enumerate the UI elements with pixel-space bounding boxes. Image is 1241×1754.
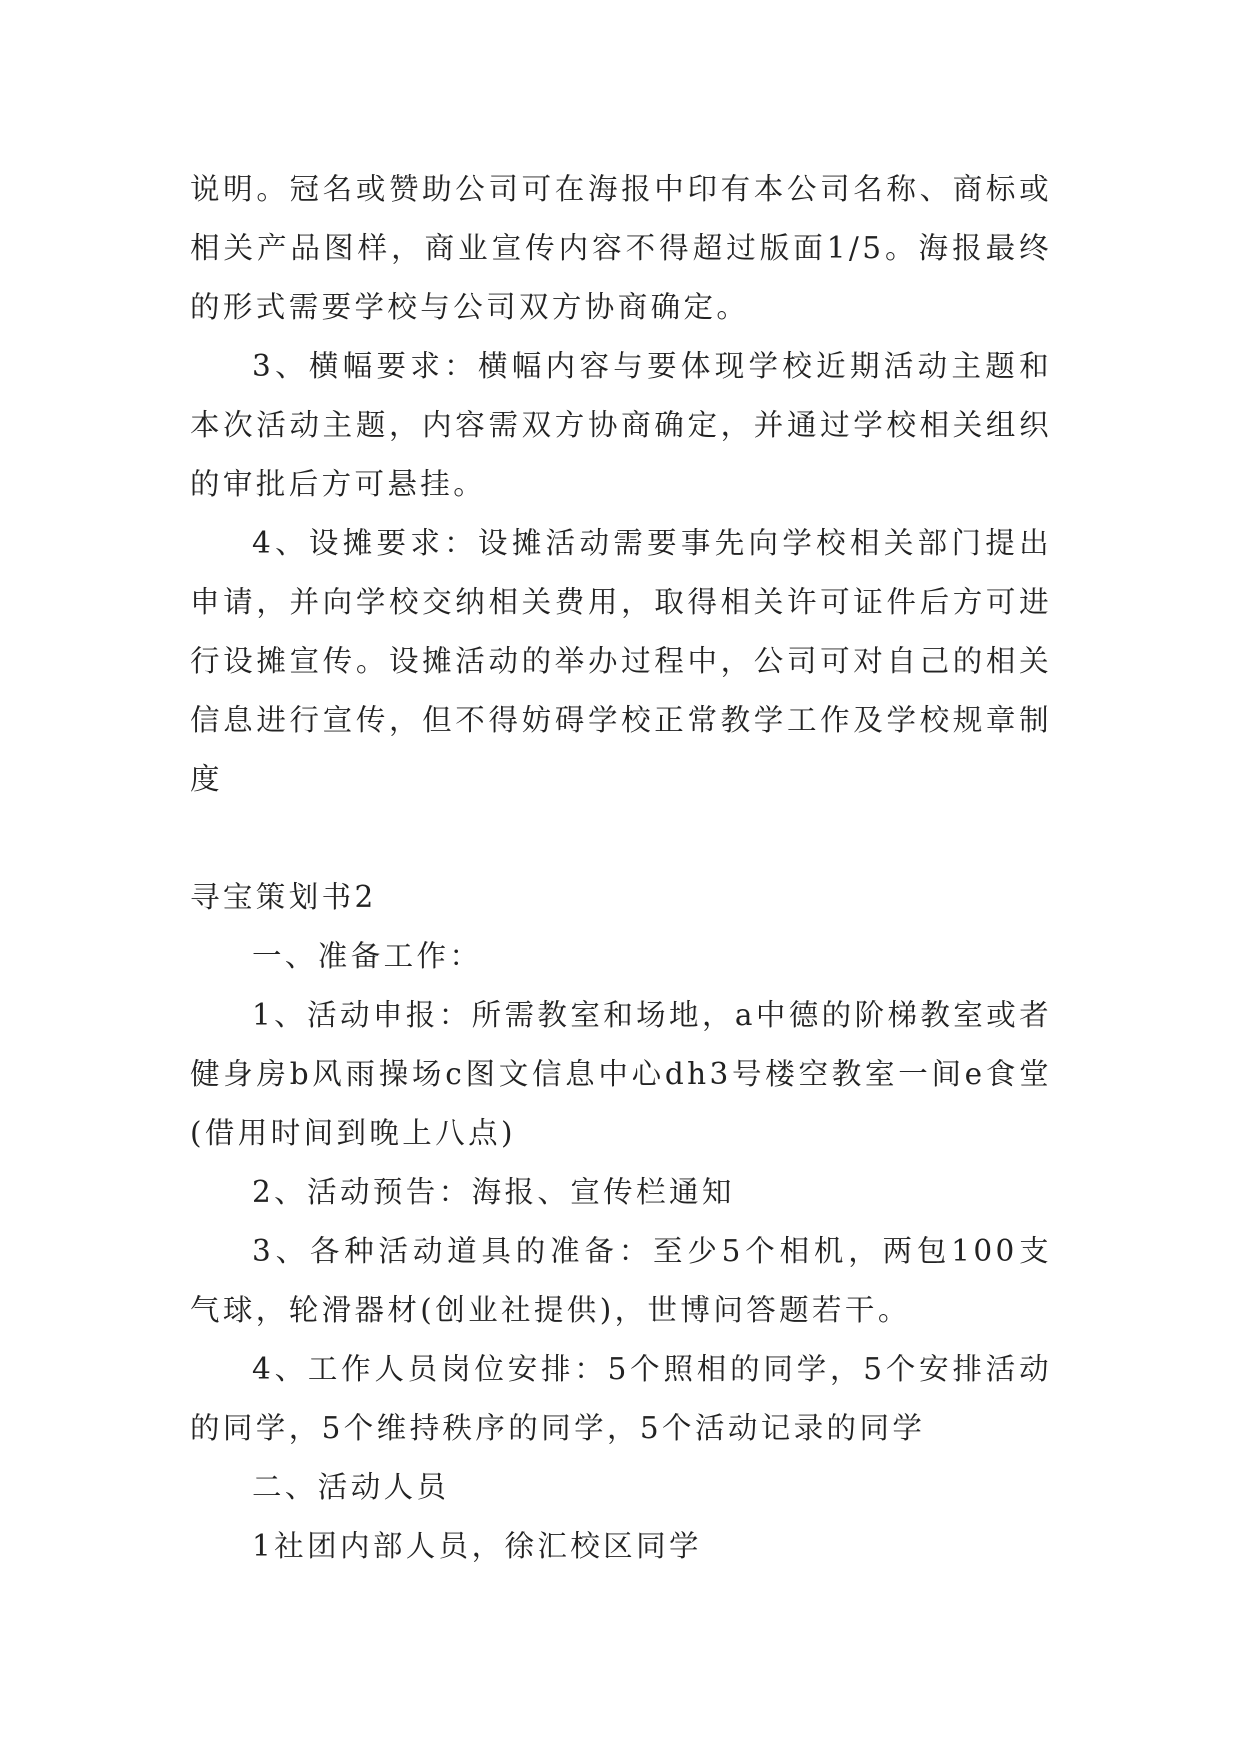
paragraph-participants-list: 1社团内部人员，徐汇校区同学 [252, 1529, 702, 1563]
document-body [190, 160, 1052, 1576]
paragraph-poster-note: 说明。冠名或赞助公司可在海报中印有本公司名称、商标或相关产品图样，商业宣传内容不得超过版面1/5。海报最终的形式需要学校与公司双方协商确定。 [190, 172, 1052, 324]
heading-participants: 二、活动人员 [252, 1470, 450, 1504]
paragraph-staff-arrangement: 4、工作人员岗位安排：5个照相的同学，5个安排活动的同学，5个维持秩序的同学，5个活动记录的同学 [190, 1352, 1052, 1445]
paragraph-stall-requirements: 4、设摊要求：设摊活动需要事先向学校相关部门提出申请，并向学校交纳相关费用，取得相关许可证件后方可进行设摊宣传。设摊活动的举办过程中，公司可对自己的相关信息进行宣传，但不得妨碍学校正常教学工作及学校规章制度 [190, 526, 1052, 796]
section-title: 寻宝策划书2 [190, 880, 377, 914]
paragraph-activity-notice: 2、活动预告：海报、宣传栏通知 [252, 1175, 735, 1209]
heading-preparation: 一、准备工作： [252, 939, 483, 973]
paragraph-spacer [190, 809, 1052, 868]
paragraph-banner-requirements: 3、横幅要求：横幅内容与要体现学校近期活动主题和本次活动主题，内容需双方协商确定，并通过学校相关组织的审批后方可悬挂。 [190, 349, 1052, 501]
paragraph-props-preparation: 3、各种活动道具的准备：至少5个相机，两包100支气球，轮滑器材(创业社提供)，世博问答题若干。 [190, 1234, 1052, 1327]
paragraph-activity-application: 1、活动申报：所需教室和场地，a中德的阶梯教室或者健身房b风雨操场c图文信息中心dh3号楼空教室一间e食堂(借用时间到晚上八点) [190, 998, 1052, 1150]
